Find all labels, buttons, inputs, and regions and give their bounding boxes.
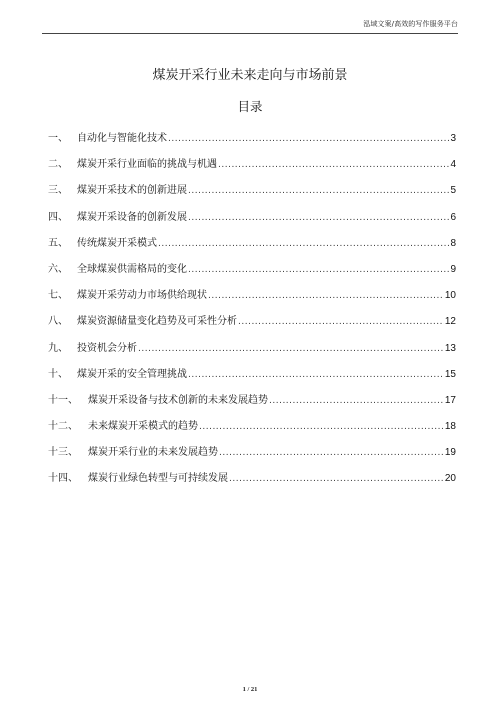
toc-entry-title: 煤炭开采劳动力市场供给现状 [77,290,207,302]
toc-entry-1[interactable] [48,129,456,155]
toc-leader-dots [229,474,444,484]
toc-entry-14[interactable] [48,469,456,495]
toc-entry-number: 十、 [48,368,68,380]
toc-entry-9[interactable] [48,339,456,365]
header-divider [42,33,458,34]
table-of-contents [48,129,456,496]
toc-entry-page: 3 [450,133,456,144]
toc-entry-title: 传统煤炭开采模式 [77,237,157,249]
toc-entry-page: 17 [444,394,456,406]
toc-entry-title: 煤炭开采技术的创新进展 [77,185,187,197]
toc-entry-6[interactable] [48,260,456,286]
toc-entry-title: 煤炭开采设备的创新发展 [77,211,187,223]
toc-leader-dots [188,265,449,275]
toc-entry-title: 未来煤炭开采模式的趋势 [88,421,198,433]
toc-entry-title: 全球煤炭供需格局的变化 [77,263,187,275]
toc-entry-title: 煤炭开采设备与技术创新的未来发展趋势 [88,394,268,406]
toc-entry-title: 煤炭开采行业的未来发展趋势 [88,447,218,459]
toc-entry-number: 九、 [48,342,68,354]
toc-leader-dots [188,370,444,380]
toc-leader-dots [158,239,449,249]
toc-heading: 目录 [237,99,263,114]
toc-entry-number: 十一、 [48,394,78,406]
toc-leader-dots [269,396,444,406]
toc-entry-11[interactable] [48,391,456,417]
toc-entry-number: 十二、 [48,421,78,433]
toc-entry-page: 12 [444,316,456,328]
toc-leader-dots [199,422,444,432]
page-indicator: 1 / 21 [242,686,258,693]
toc-entry-page: 6 [450,211,456,223]
toc-leader-dots [218,160,449,170]
toc-leader-dots [188,186,449,196]
toc-entry-number: 十四、 [48,473,78,485]
header-text: 泓域文案/高效的写作服务平台 [363,20,458,28]
toc-entry-page: 10 [444,290,456,302]
toc-entry-page: 5 [450,185,456,197]
toc-entry-number: 八、 [48,316,68,328]
toc-entry-5[interactable] [48,234,456,260]
toc-entry-number: 二、 [48,159,68,171]
toc-entry-12[interactable] [48,417,456,443]
toc-entry-number: 七、 [48,290,68,302]
toc-entry-page: 8 [450,237,456,249]
document-title: 煤炭开采行业未来走向与市场前景 [152,68,348,83]
toc-leader-dots [208,291,444,301]
toc-entry-4[interactable] [48,208,456,234]
toc-leader-dots [188,213,449,223]
toc-entry-number: 四、 [48,211,68,223]
toc-entry-page: 13 [444,342,456,354]
toc-entry-number: 三、 [48,185,68,197]
toc-entry-page: 15 [444,368,456,380]
toc-entry-7[interactable] [48,286,456,312]
toc-leader-dots [138,344,444,354]
toc-entry-page: 18 [444,421,456,433]
toc-entry-title: 自动化与智能化技术 [77,133,167,144]
toc-entry-title: 煤炭资源储量变化趋势及可采性分析 [77,316,237,328]
toc-leader-dots [238,317,444,327]
toc-entry-page: 4 [450,159,456,171]
toc-entry-title: 投资机会分析 [77,342,137,354]
toc-entry-title: 煤炭行业绿色转型与可持续发展 [88,473,228,485]
toc-entry-3[interactable] [48,181,456,207]
toc-entry-page: 19 [444,447,456,459]
toc-entry-8[interactable] [48,312,456,338]
toc-entry-number: 五、 [48,237,68,249]
toc-entry-title: 煤炭开采行业面临的挑战与机遇 [77,159,217,171]
toc-entry-number: 一、 [48,133,68,144]
toc-entry-number: 六、 [48,263,68,275]
toc-leader-dots [168,134,449,144]
toc-entry-page: 20 [444,473,456,485]
toc-leader-dots [219,448,444,458]
toc-entry-page: 9 [450,263,456,275]
toc-entry-10[interactable] [48,365,456,391]
toc-entry-title: 煤炭开采的安全管理挑战 [77,368,187,380]
toc-entry-13[interactable] [48,443,456,469]
toc-entry-number: 十三、 [48,447,78,459]
toc-entry-2[interactable] [48,155,456,181]
